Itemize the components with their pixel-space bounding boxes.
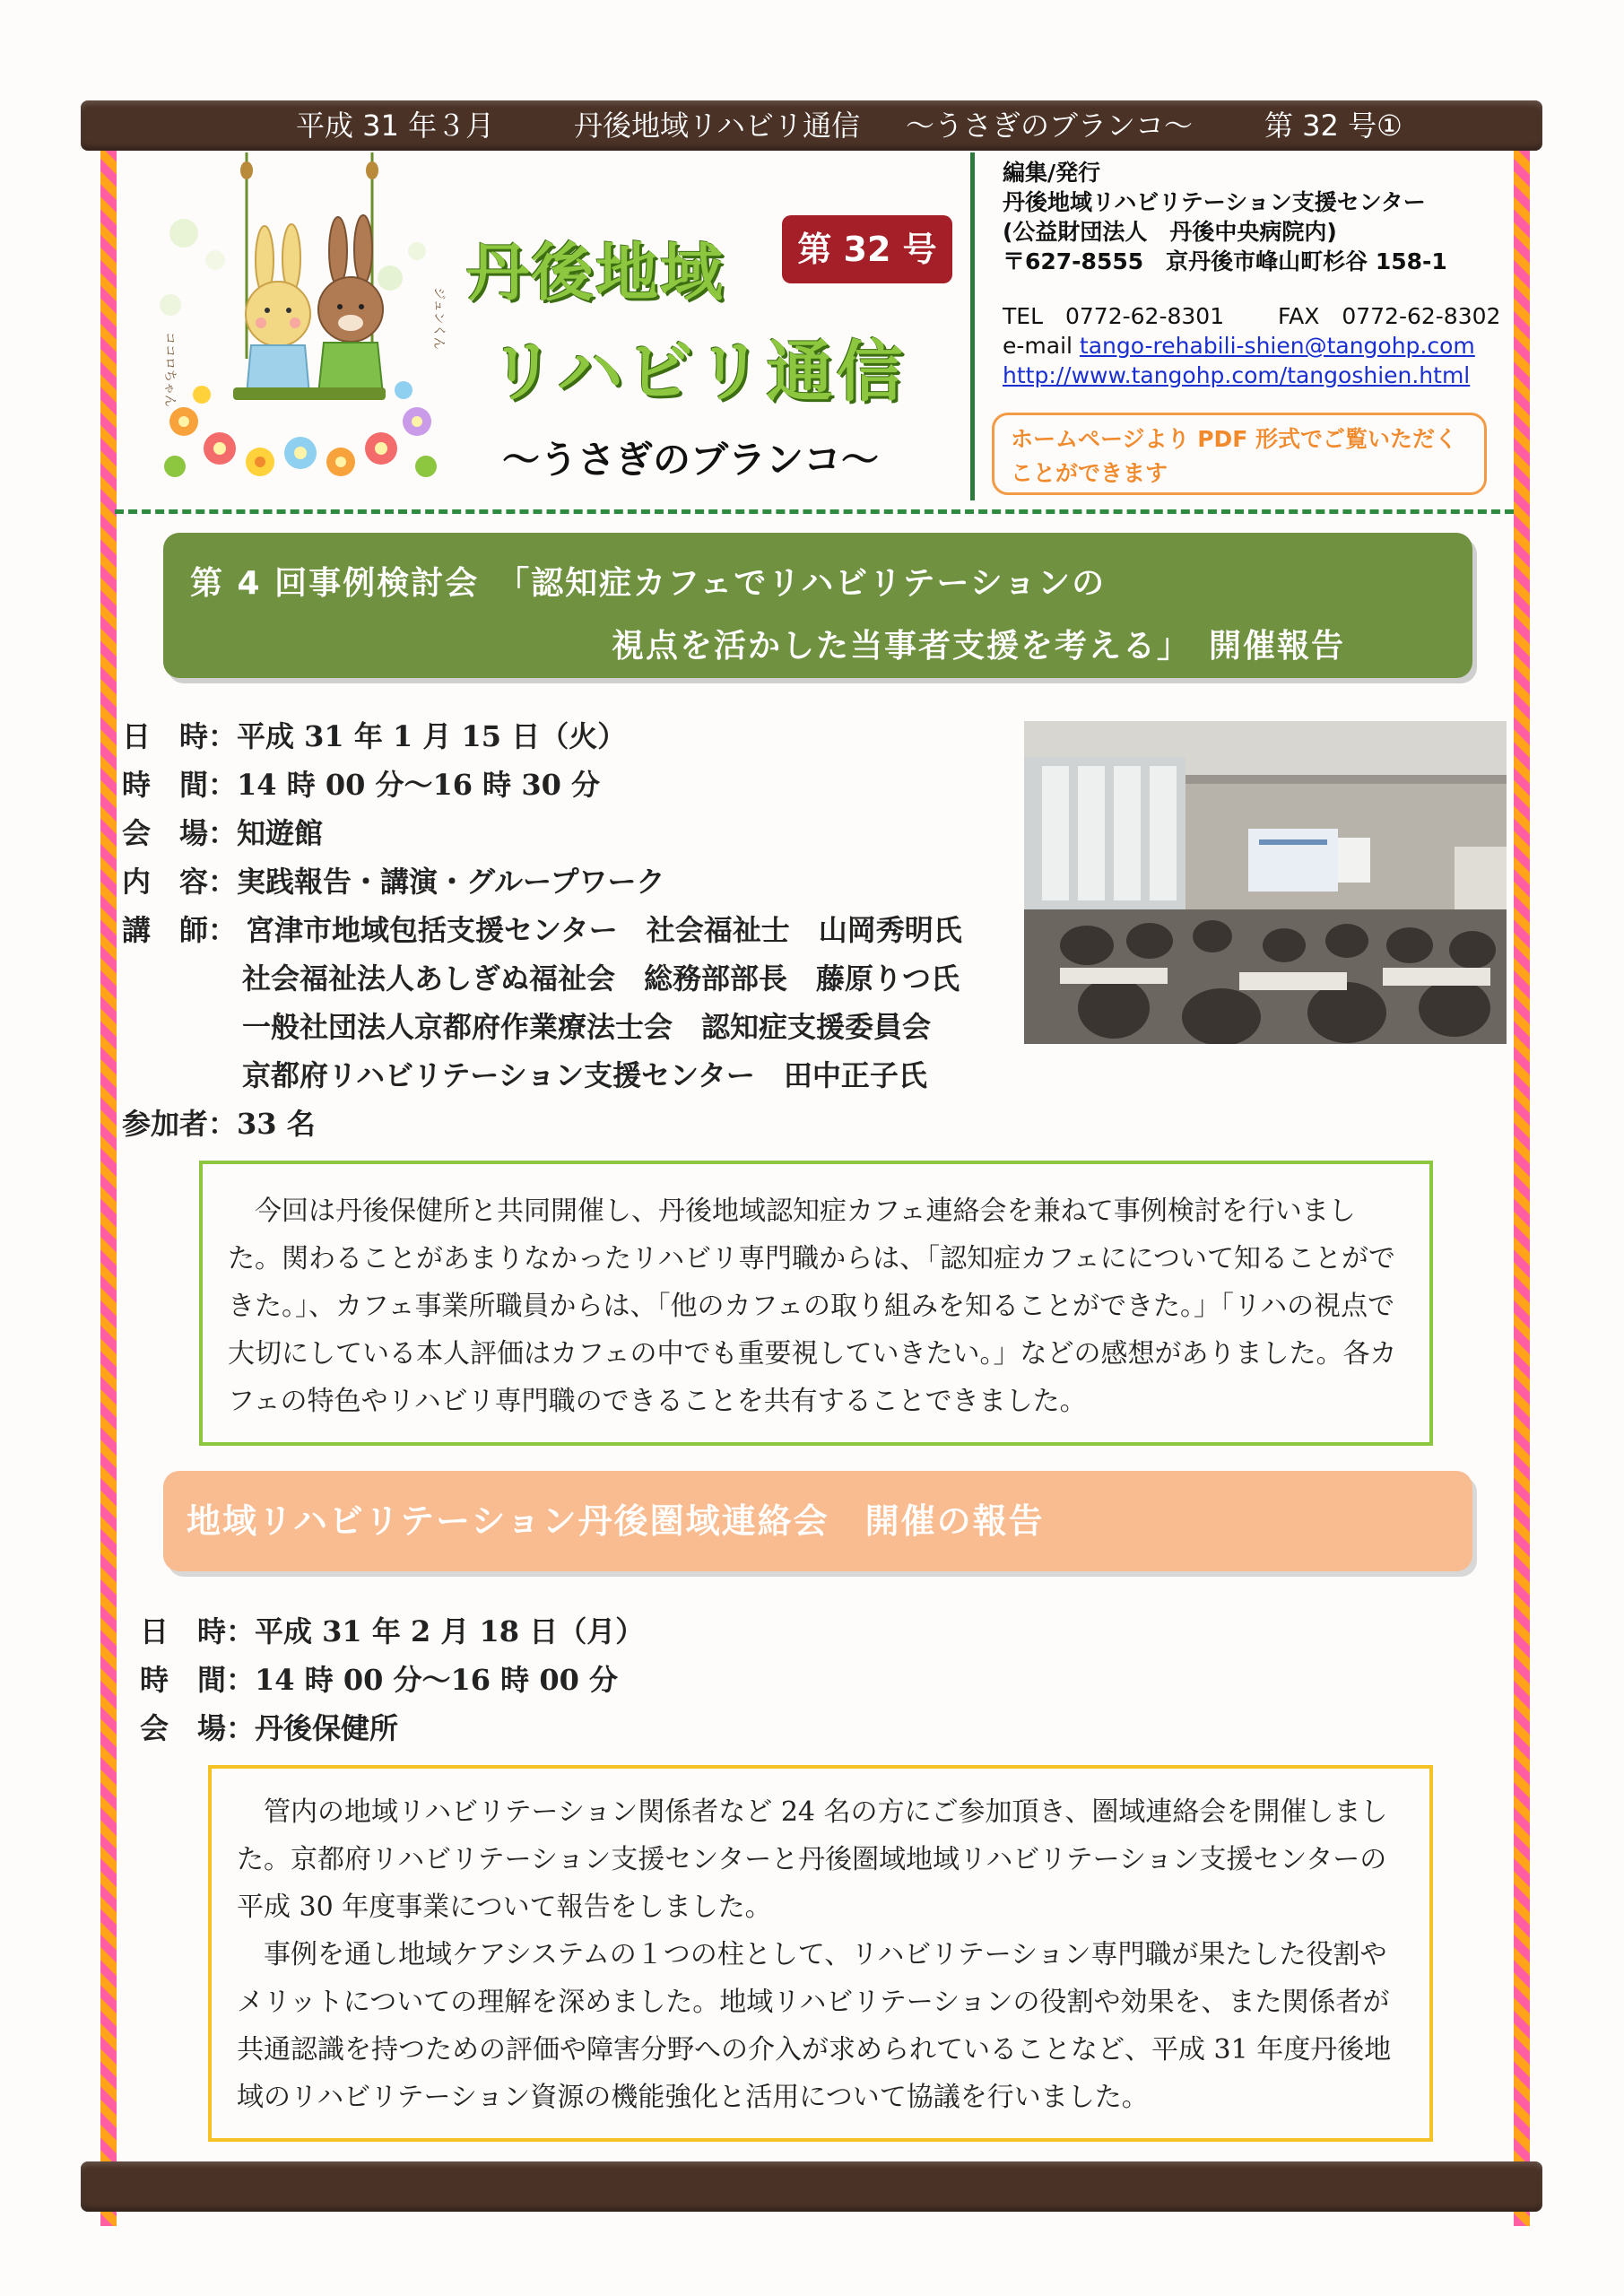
section1-venue: 知遊館 [237,816,324,850]
section1-heading [163,533,1472,678]
rabbit-swing-illustration [148,152,453,493]
header-subtitle: ～うさぎのブランコ～ [906,109,1194,143]
section2-time-label: 時 間： [140,1663,256,1697]
section1-lecturer-4: 京都府リハビリテーション支援センター 田中正子氏 [242,1058,927,1092]
publisher-org: 丹後地域リハビリテーション支援センター [1003,189,1426,215]
website-link[interactable]: http://www.tangohp.com/tangoshien.html [1003,362,1471,388]
header-dashed-divider [115,509,1514,514]
left-rope-decoration [100,100,117,2226]
section2-venue-label: 会 場： [140,1711,256,1745]
section1-date-label: 日 時： [122,719,238,753]
section1-heading-line2: 視点を活かした当事者支援を考える」 開催報告 [612,628,1346,665]
section1-time: 14 時 00 分～16 時 30 分 [237,768,600,802]
section1-content-label: 内 容： [122,865,238,899]
section1-participants: 33 名 [237,1107,316,1141]
header-date: 平成 31 年３月 [296,109,495,143]
section1-venue-label: 会 場： [122,816,238,850]
masthead-title-line2: リハビリ通信 [489,334,907,411]
section1-report-text: 今回は丹後保健所と共同開催し、丹後地域認知症カフェ連絡会を兼ねて事例検討を行いました。関わることがあまりなかったリハビリ専門職からは、「認知症カフェにについて知ることができた。」、カフェ事業所職員からは、「他のカフェの取り組みを知ることができた。」「リハの視点で大切にしている本人評価はカフェの中でも重要視していきたい。」などの感想がありました。各カフェの特色やリハビリ専門職のできることを共有することできました。 [228,1196,1397,1417]
section1-content: 実践報告・講演・グループワーク [237,865,665,899]
section1-details [122,712,962,1148]
masthead-title-line1: 丹後地域 [466,236,725,309]
publisher-info [1003,158,1500,390]
mascot-right-name: ジュンくん [431,287,446,350]
section1-lecturer-3: 一般社団法人京都府作業療法士会 認知症支援委員会 [242,1010,932,1044]
section1-participants-label: 参加者： [122,1107,238,1141]
header-newsletter-name: 丹後地域リハビリ通信 [574,109,861,143]
event-photo [1024,721,1507,1044]
section1-lecturer-2: 社会福祉法人あしぎぬ福祉会 総務部部長 藤原りつ氏 [242,961,960,996]
email-link[interactable]: tango-rehabili-shien@tangohp.com [1079,333,1475,359]
section1-time-label: 時 間： [122,768,238,802]
section1-report-box [199,1161,1433,1446]
section2-report-paragraph-1: 管内の地域リハビリテーション関係者など 24 名の方にご参加頂き、圏域連絡会を開催しました。京都府リハビリテーション支援センターと丹後圏域地域リハビリテーション支援センターの平成 30 年度事業について報告をしました。 [237,1796,1388,1923]
section2-venue: 丹後保健所 [255,1711,399,1745]
section2-details [140,1607,644,1752]
section1-lecturer-1: 宮津市地域包括支援センター 社会福祉士 山岡秀明氏 [246,913,962,947]
section2-time: 14 時 00 分～16 時 00 分 [255,1663,618,1697]
header-bar [81,100,1542,151]
section1-lecturer-label: 講 師： [122,913,238,947]
publisher-label: 編集/発行 [1003,160,1101,186]
right-rope-decoration [1514,100,1530,2226]
pdf-note: ホームページより PDF 形式でご覧いただくことができます [992,413,1487,495]
email-label: e-mail [1003,333,1073,359]
header-divider [970,152,975,500]
section1-heading-line1: 第 4 回事例検討会 「認知症カフェでリハビリテーションの [190,565,1107,602]
section2-date: 平成 31 年 2 月 18 日（月） [255,1614,645,1648]
section2-report-box [208,1765,1433,2142]
footer-bar [81,2161,1542,2212]
section2-date-label: 日 時： [140,1614,256,1648]
issue-badge: 第 32 号 [782,215,952,283]
publisher-parent: (公益財団法人 丹後中央病院内) [1003,219,1337,245]
publisher-address: 〒627-8555 京丹後市峰山町杉谷 158-1 [1003,248,1447,274]
masthead-subtitle: ～うさぎのブランコ～ [502,438,880,482]
section2-heading: 地域リハビリテーション丹後圏域連絡会 開催の報告 [163,1471,1472,1571]
header-issue: 第 32 号① [1264,109,1403,143]
publisher-fax: FAX 0772-62-8302 [1278,303,1501,329]
mascot-left-name: ココロちゃん [162,332,177,407]
section1-date: 平成 31 年 1 月 15 日（火） [237,719,627,753]
section2-report-paragraph-2: 事例を通し地域ケアシステムの１つの柱として、リハビリテーション専門職が果たした役割やメリットについての理解を深めました。地域リハビリテーションの役割や効果を、また関係者が共通認識を持つための評価や障害分野への介入が求められていることなど、平成 31 年度丹後地域のリハビリテーション資源の機能強化と活用について協議を行いました。 [237,1939,1392,2113]
publisher-tel: TEL 0772-62-8301 [1003,303,1225,329]
